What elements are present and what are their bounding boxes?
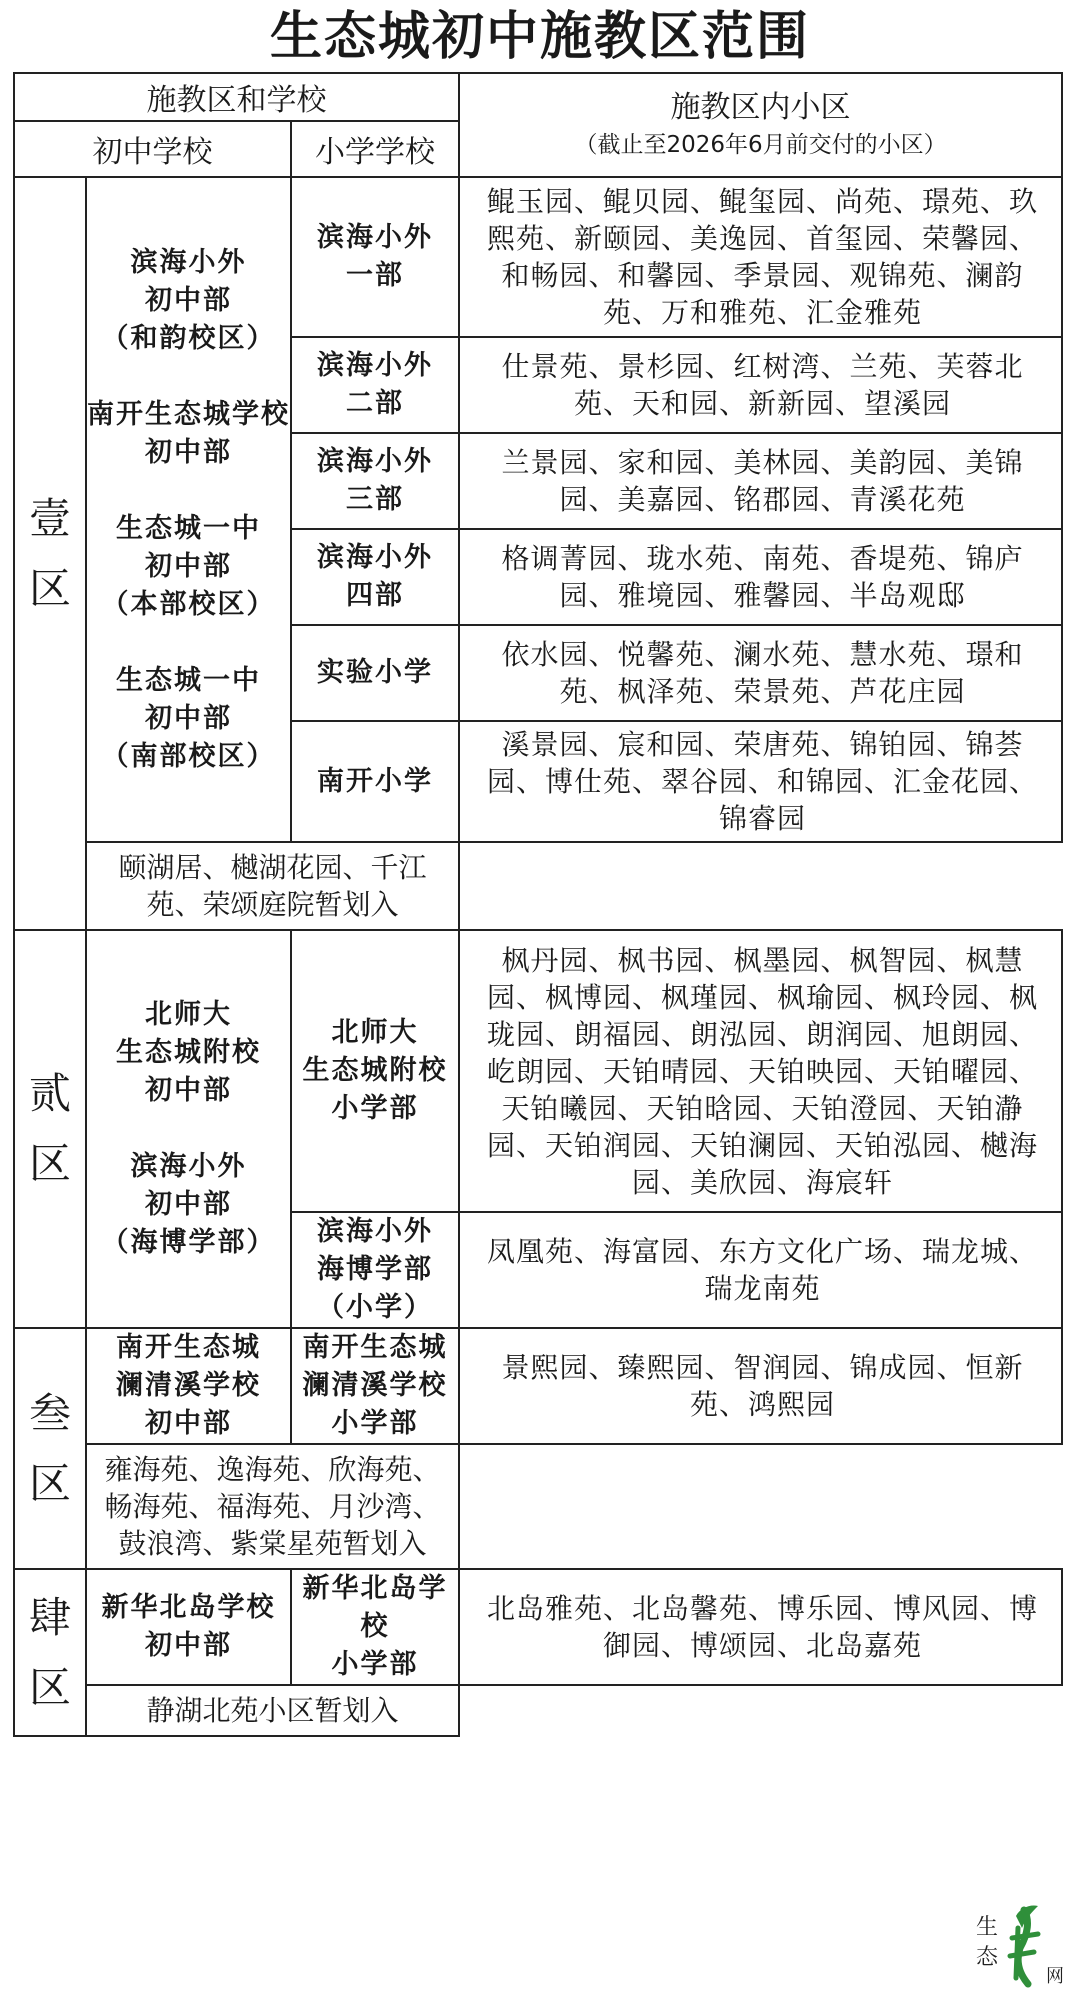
logo-text-top: 生: [976, 1915, 999, 1940]
primary-school-cell: [291, 337, 459, 433]
primary-school-name-line: （小学）: [317, 1292, 434, 1323]
middle-school-name-line: 生态城附校: [116, 1037, 261, 1068]
primary-school-cell: [291, 1328, 459, 1444]
primary-school-cell: [291, 177, 459, 337]
residential-list: 景熙园、臻熙园、智润园、锦成园、恒新苑、鸿熙园: [459, 1328, 1062, 1444]
residential-list: 鲲玉园、鲲贝园、鲲玺园、尚苑、璟苑、玖熙苑、新颐园、美逸园、首玺园、荣馨园、和畅园、和馨园、季景园、观锦苑、澜韵苑、万和雅苑、汇金雅苑: [459, 177, 1062, 337]
logo-text-bottom: 态: [976, 1945, 999, 1970]
middle-school-name-line: （本部校区）: [101, 588, 276, 620]
residential-list: 格调菁园、珑水苑、南苑、香堤苑、锦庐园、雅境园、雅馨园、半岛观邸: [459, 529, 1062, 625]
group-gap: [87, 624, 290, 662]
group-gap: [87, 1110, 290, 1148]
header-residential: [459, 73, 1062, 177]
zone-label-char: 肆: [28, 1592, 71, 1642]
residential-list: 仕景苑、景杉园、红树湾、兰苑、芙蓉北苑、天和园、新新园、望溪园: [459, 337, 1062, 433]
primary-school-cell: [291, 1569, 459, 1685]
primary-school-cell: [291, 625, 459, 721]
middle-school-name-line: 生态城一中: [116, 512, 261, 544]
middle-school-name-line: 澜清溪学校: [116, 1370, 261, 1401]
middle-school-name-line: 南开生态城学校: [87, 398, 290, 430]
primary-school-name-line: 三部: [346, 484, 405, 515]
catchment-table: [13, 72, 1063, 1737]
primary-school-cell: [291, 930, 459, 1212]
primary-school-name-line: 南开小学: [317, 765, 434, 797]
primary-school-name-line: 滨海小外: [317, 542, 434, 573]
primary-school-name-line: 四部: [346, 580, 405, 611]
middle-school-name-line: 滨海小外: [130, 246, 247, 278]
middle-school-cell: [86, 1328, 291, 1444]
middle-school-name-line: （海博学部）: [101, 1227, 276, 1258]
temporary-assignment: 雍海苑、逸海苑、欣海苑、畅海苑、福海苑、月沙湾、鼓浪湾、紫棠星苑暂划入: [86, 1444, 459, 1569]
primary-school-name-line: 一部: [346, 260, 405, 291]
middle-school-name-line: （和韵校区）: [101, 322, 276, 354]
zone-label: [14, 177, 86, 930]
residential-list: 溪景园、宸和园、荣唐苑、锦铂园、锦荟园、博仕苑、翠谷园、和锦园、汇金花园、锦睿园: [459, 721, 1062, 842]
primary-school-name-line: 滨海小外: [317, 446, 434, 477]
primary-school-cell: [291, 721, 459, 842]
middle-school-name-line: 初中部: [145, 702, 232, 734]
zone-label-char: 贰: [28, 1069, 71, 1118]
middle-school-name-line: 初中部: [145, 1630, 232, 1661]
temporary-assignment: 颐湖居、樾湖花园、千江苑、荣颂庭院暂划入: [86, 842, 459, 930]
middle-school-name-line: 滨海小外: [130, 1151, 247, 1182]
primary-school-name-line: 二部: [346, 388, 405, 419]
middle-school-name-line: 南开生态城: [116, 1332, 261, 1363]
zone-label-char: 区: [28, 1139, 71, 1188]
middle-school-name-line: 新华北岛学校: [101, 1592, 276, 1623]
primary-school-cell: [291, 1212, 459, 1328]
primary-school-name-line: 滨海小外: [317, 350, 434, 381]
group-gap: [87, 358, 290, 396]
header-residential-note: （截止至2026年6月前交付的小区）: [574, 132, 947, 158]
primary-school-cell: [291, 433, 459, 529]
page-title: 生态城初中施教区范围: [269, 7, 810, 67]
header-middle-school: 初中学校: [14, 121, 291, 177]
header-residential-title: 施教区内小区: [670, 90, 851, 125]
middle-school-name-line: 初中部: [145, 550, 232, 582]
middle-school-name-line: 初中部: [145, 436, 232, 468]
middle-school-cell: [86, 177, 291, 842]
primary-school-name-line: 小学部: [331, 1093, 419, 1124]
zone-label-char: 区: [28, 563, 71, 613]
zone-label-char: 壹: [28, 493, 71, 543]
primary-school-name-line: 小学部: [331, 1649, 419, 1680]
group-gap: [87, 472, 290, 510]
middle-school-cell: [86, 1569, 291, 1685]
middle-school-name-line: 生态城一中: [116, 664, 261, 696]
zone-label: [14, 930, 86, 1328]
middle-school-cell: [86, 930, 291, 1328]
primary-school-name-line: 生态城附校: [302, 1055, 448, 1086]
temporary-assignment: 静湖北苑小区暂划入: [86, 1685, 459, 1736]
primary-school-name-line: 澜清溪学校: [302, 1370, 448, 1401]
header-primary-school: 小学学校: [291, 121, 459, 177]
primary-school-name-line: 新华北岛学校: [302, 1573, 448, 1642]
primary-school-cell: [291, 529, 459, 625]
primary-school-name-line: 滨海小外: [317, 222, 434, 253]
residential-list: 北岛雅苑、北岛馨苑、博乐园、博风园、博御园、博颂园、北岛嘉苑: [459, 1569, 1062, 1685]
middle-school-name-line: 初中部: [145, 1189, 232, 1220]
eco-logo-icon: [972, 1898, 1068, 1994]
zone-label-char: 叁: [28, 1388, 71, 1438]
primary-school-name-line: 海博学部: [317, 1254, 434, 1285]
residential-list: 凤凰苑、海富园、东方文化广场、瑞龙城、瑞龙南苑: [459, 1212, 1062, 1328]
primary-school-name-line: 小学部: [331, 1408, 419, 1439]
middle-school-name-line: 初中部: [145, 1075, 232, 1106]
residential-list: 依水园、悦馨苑、澜水苑、慧水苑、璟和苑、枫泽苑、荣景苑、芦花庄园: [459, 625, 1062, 721]
primary-school-name-line: 滨海小外: [317, 1216, 434, 1247]
primary-school-name-line: 北师大: [331, 1017, 419, 1048]
middle-school-name-line: 初中部: [145, 1408, 232, 1439]
residential-list: 枫丹园、枫书园、枫墨园、枫智园、枫慧园、枫博园、枫瑾园、枫瑜园、枫玲园、枫珑园、朗福园、朗泓园、朗润园、旭朗园、屹朗园、天铂晴园、天铂映园、天铂曜园、天铂曦园、天铂晗园、天铂澄园、天铂瀞园、天铂润园、天铂澜园、天铂泓园、樾海园、美欣园、海宸轩: [459, 930, 1062, 1212]
zone-label: [14, 1328, 86, 1569]
zone-label-char: 区: [28, 1458, 71, 1508]
zone-label: [14, 1569, 86, 1736]
zone-label-char: 区: [28, 1662, 71, 1712]
middle-school-name-line: （南部校区）: [101, 740, 276, 772]
primary-school-name-line: 南开生态城: [302, 1332, 448, 1363]
header-schools-group: 施教区和学校: [14, 73, 459, 121]
primary-school-name-line: 实验小学: [317, 657, 434, 688]
logo-text-side: 网: [1046, 1966, 1064, 1987]
middle-school-name-line: 北师大: [145, 999, 232, 1030]
residential-list: 兰景园、家和园、美林园、美韵园、美锦园、美嘉园、铭郡园、青溪花苑: [459, 433, 1062, 529]
middle-school-name-line: 初中部: [145, 284, 232, 316]
